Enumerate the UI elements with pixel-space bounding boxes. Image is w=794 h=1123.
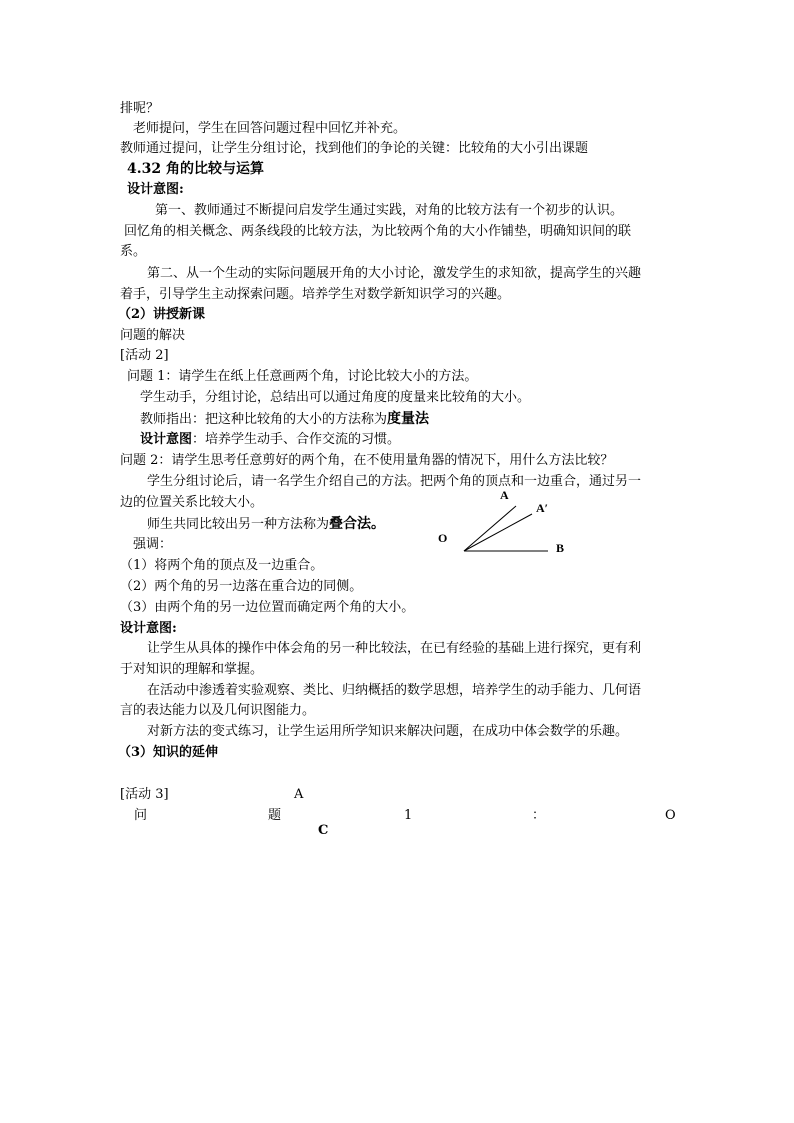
text-line: 对新方法的变式练习，让学生运用所学知识来解决问题，在成功中体会数学的乐趣。 xyxy=(147,724,629,739)
text-line: 学生分组讨论后，请一名学生介绍自己的方法。把两个角的顶点和一边重合，通过另一 xyxy=(147,474,642,489)
text-line: 问题 2：请学生思考任意剪好的两个角，在不使用量角器的情况下，用什么方法比较？ xyxy=(120,453,614,468)
text-line: 言的表达能力以及几何识图能力。 xyxy=(120,703,316,718)
text-line xyxy=(140,431,400,449)
text-line: 学生动手，分组讨论，总结出可以通过角度的度量来比较角的大小。 xyxy=(140,390,531,405)
text-line: 排呢？ xyxy=(120,101,160,116)
text-line: 第一、教师通过不断提问启发学生通过实践，对角的比较方法有一个初步的认识。 xyxy=(155,203,624,218)
ray-oa xyxy=(464,506,516,551)
label-o: O xyxy=(438,531,448,545)
text-line: 题 xyxy=(268,808,282,823)
text-line: 强调： xyxy=(133,537,173,552)
text-line: [活动 2] xyxy=(120,348,169,363)
text-line: 问题的解决 xyxy=(120,328,186,343)
angle-overlap-diagram xyxy=(432,486,582,560)
text-segment: 教师指出：把这种比较角的大小的方法称为 xyxy=(140,412,388,427)
text-line: 让学生从具体的操作中体会角的另一种比较法，在已有经验的基础上进行探究，更有利 xyxy=(147,641,642,656)
term-bold: 度量法 xyxy=(387,411,430,427)
text-line xyxy=(140,410,429,429)
text-line: （2）两个角的另一边落在重合边的同侧。 xyxy=(120,579,363,594)
label-b: B xyxy=(556,541,565,555)
label-a-prime: A′ xyxy=(536,501,549,515)
text-line: 问题 1：请学生在纸上任意画两个角，讨论比较大小的方法。 xyxy=(127,369,478,384)
label-bold: 设计意图 xyxy=(140,432,193,447)
text-line: 于对知识的理解和掌握。 xyxy=(120,662,264,677)
term-bold: 叠合法。 xyxy=(329,516,386,532)
text-line: （1）将两个角的顶点及一边重合。 xyxy=(120,558,324,573)
text-line: 教师通过提问，让学生分组讨论，找到他们的争论的关键：比较角的大小引出课题 xyxy=(120,141,589,156)
text-line: 1 xyxy=(404,808,413,823)
section-heading: （2）讲授新课 xyxy=(118,307,206,322)
ray-oa-prime xyxy=(464,514,532,551)
text-line: O xyxy=(665,808,676,823)
figure-label-c: C xyxy=(318,823,329,838)
section-heading: 设计意图: xyxy=(120,621,177,636)
text-line: 边的位置关系比较大小。 xyxy=(120,495,264,510)
text-line: （3）由两个角的另一边位置而确定两个角的大小。 xyxy=(120,600,415,615)
text-line: 在活动中渗透着实验观察、类比、归纳概括的数学思想，培养学生的动手能力、几何语 xyxy=(147,683,642,698)
text-line: ： xyxy=(532,808,546,823)
section-heading: （3）知识的延伸 xyxy=(118,745,219,760)
figure-label-a: A xyxy=(294,787,304,802)
label-a: A xyxy=(500,488,509,502)
text-line xyxy=(147,515,385,534)
section-heading: 设计意图: xyxy=(127,182,184,197)
text-segment: 师生共同比较出另一种方法称为 xyxy=(147,517,330,532)
text-line: 老师提问，学生在回答问题过程中回忆并补充。 xyxy=(133,121,407,136)
text-line: 系。 xyxy=(120,244,147,259)
section-title: 4.32 角的比较与运算 xyxy=(127,161,264,177)
text-line: 着手，引导学生主动探索问题。培养学生对数学新知识学习的兴趣。 xyxy=(120,287,511,302)
text-line: 第二、从一个生动的实际问题展开角的大小讨论，激发学生的求知欲，提高学生的兴趣 xyxy=(147,266,642,281)
text-line: 问 xyxy=(134,808,148,823)
text-line: 回忆角的相关概念、两条线段的比较方法，为比较两个角的大小作铺垫，明确知识间的联 xyxy=(124,224,632,239)
text-line: [活动 3] xyxy=(120,787,169,802)
text-segment: ：培养学生动手、合作交流的习惯。 xyxy=(192,432,401,447)
